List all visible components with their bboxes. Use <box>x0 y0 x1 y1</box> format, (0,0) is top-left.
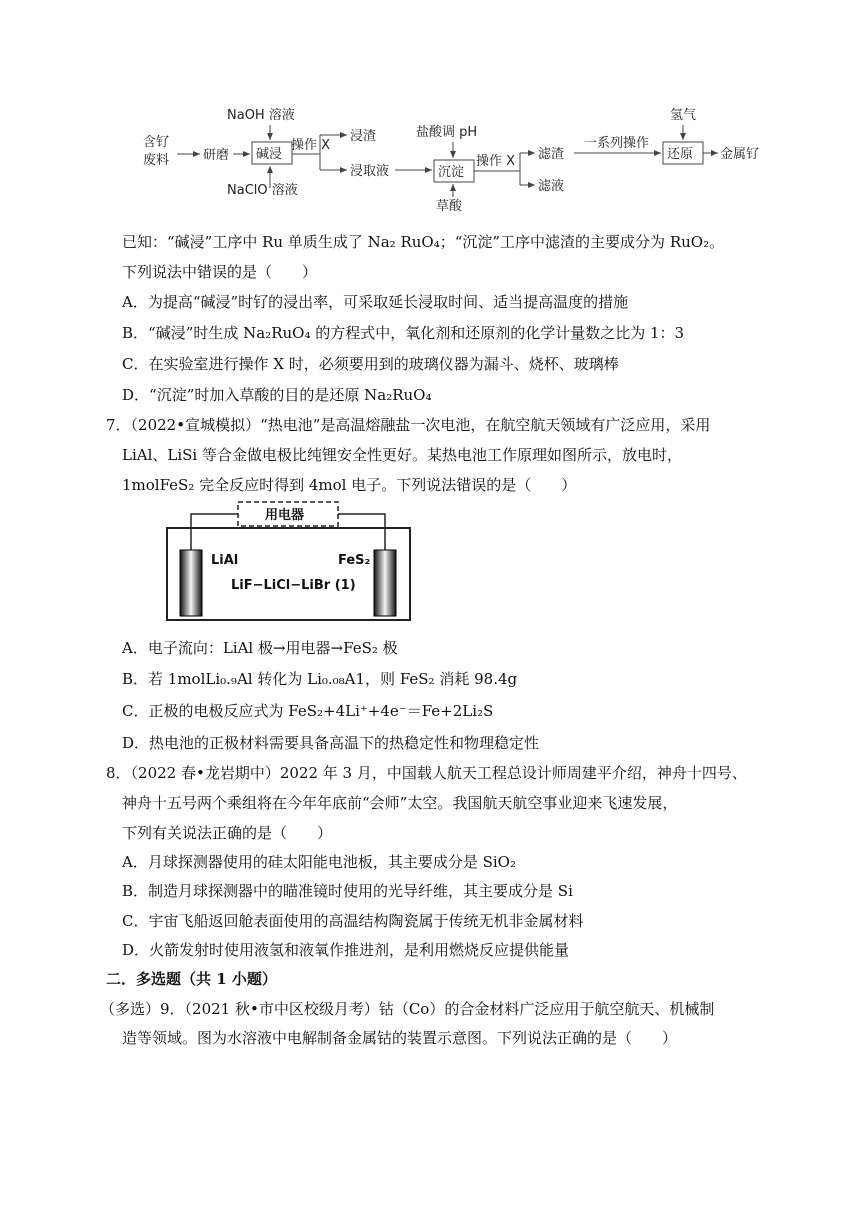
lial-label: LiAl <box>211 553 239 568</box>
q9-line-2: 造等领域。图为水溶液中电解制备金属钴的装置示意图。下列说法正确的是（ ） <box>122 1029 678 1047</box>
alkali-label: 碱浸 <box>256 147 283 162</box>
q8-option-c: C．宇宙飞船返回舱表面使用的高温结构陶瓷属于传统无机非金属材料 <box>122 912 584 930</box>
q7-option-b: B．若 1molLi₀.₉Al 转化为 Li₀.₀₈A1，则 FeS₂ 消耗 98.4g <box>122 670 518 688</box>
q6-option-d: D．“沉淀”时加入草酸的目的是还原 Na₂RuO₄ <box>122 386 432 404</box>
lial-electrode <box>180 550 202 616</box>
q8-option-d: D．火箭发射时使用液氢和液氧作推进剂，是利用燃烧反应提供能量 <box>122 941 570 959</box>
q9-line-1: （多选）9．（2021 秋•市中区校级月考）钴（Co）的合金材料广泛应用于航空航天、机械制 <box>100 1000 715 1018</box>
electrolyte-label: LiF−LiCl−LiBr (1) <box>231 578 356 593</box>
q8-line-1: 8．（2022 春•龙岩期中）2022 年 3 月，中国载人航天工程总设计师周建平介绍，神舟十四号、 <box>106 764 747 782</box>
device-label: 用电器 <box>265 508 305 523</box>
filtrate-label: 滤液 <box>538 179 565 194</box>
series-ops-label: 一系列操作 <box>584 136 650 151</box>
q6-option-b: B．“碱浸”时生成 Na₂RuO₄ 的方程式中，氧化剂和还原剂的化学计量数之比为 1：3 <box>122 324 685 342</box>
operation-x-label-1: 操作 X <box>291 138 331 153</box>
reduce-label: 还原 <box>667 147 694 162</box>
precipitate-label: 沉淀 <box>438 165 465 180</box>
q8-line-3: 下列有关说法正确的是（ ） <box>122 824 333 842</box>
residue-label-1: 浸渣 <box>350 129 377 144</box>
metal-label: 金属钌 <box>720 147 760 162</box>
process-flowchart <box>0 0 860 230</box>
naoh-label: NaOH 溶液 <box>227 108 295 123</box>
q7-line-3: 1molFeS₂ 完全反应时得到 4mol 电子。下列说法错误的是（ ） <box>122 476 577 494</box>
section-heading: 二．多选题（共 1 小题） <box>106 970 277 988</box>
grind-label: 研磨 <box>203 148 230 163</box>
residue-label-2: 滤渣 <box>538 147 565 162</box>
leachate-label: 浸取液 <box>350 164 390 179</box>
thermal-battery-diagram <box>0 496 860 626</box>
q7-option-c: C．正极的电极反应式为 FeS₂+4Li⁺+4e⁻＝Fe+2Li₂S <box>122 702 494 720</box>
q8-option-b: B．制造月球探测器中的瞄准镜时使用的光导纤维，其主要成分是 Si <box>122 882 573 900</box>
fes2-electrode <box>374 550 396 616</box>
q6-option-c: C．在实验室进行操作 X 时，必须要用到的玻璃仪器为漏斗、烧杯、玻璃棒 <box>122 355 619 373</box>
oxalic-label: 草酸 <box>436 199 463 214</box>
naclo-label: NaClO 溶液 <box>227 183 298 198</box>
operation-x-label-2: 操作 X <box>476 154 516 169</box>
q7-line-1: 7．（2022•宣城模拟）“热电池”是高温熔融盐一次电池，在航空航天领域有广泛应用，采用 <box>106 416 711 434</box>
q6-option-a: A．为提高“碱浸”时钌的浸出率，可采取延长浸取时间、适当提高温度的措施 <box>122 293 629 311</box>
q8-option-a: A．月球探测器使用的硅太阳能电池板，其主要成分是 SiO₂ <box>122 853 516 871</box>
hcl-label: 盐酸调 pH <box>416 125 478 140</box>
q8-line-2: 神舟十五号两个乘组将在今年年底前“会师”太空。我国航天航空事业迎来飞速发展， <box>122 794 678 812</box>
q6-known: 已知：“碱浸”工序中 Ru 单质生成了 Na₂ RuO₄；“沉淀”工序中滤渣的主要成分为 RuO₂。 <box>122 233 725 251</box>
q7-option-d: D．热电池的正极材料需要具备高温下的热稳定性和物理稳定性 <box>122 734 540 752</box>
fes2-label: FeS₂ <box>338 553 371 568</box>
feed-label-2: 废料 <box>143 153 170 168</box>
q6-stem: 下列说法中错误的是（ ） <box>122 263 318 281</box>
hydrogen-label: 氢气 <box>670 108 697 123</box>
q7-option-a: A．电子流向：LiAl 极→用电器→FeS₂ 极 <box>122 639 398 657</box>
feed-label-1: 含钌 <box>143 135 170 150</box>
q7-line-2: LiAl、LiSi 等合金做电极比纯锂安全性更好。某热电池工作原理如图所示，放电时， <box>122 446 682 464</box>
